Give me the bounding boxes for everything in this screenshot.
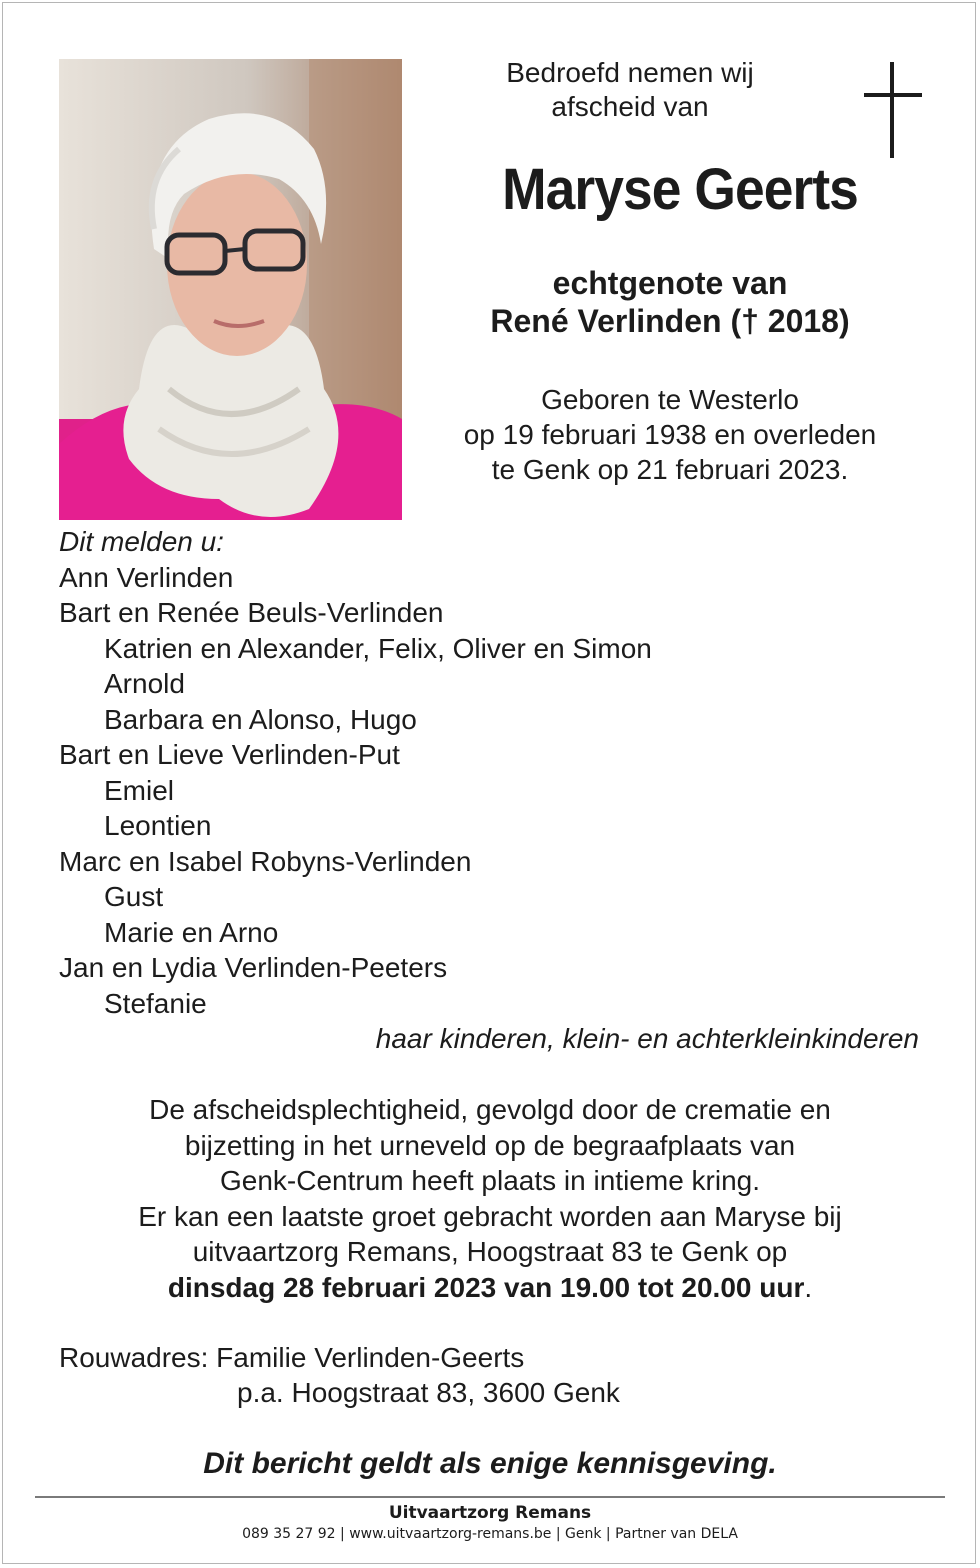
- ceremony-line: Genk-Centrum heeft plaats in intieme kring.: [219, 1165, 761, 1196]
- family-member: Ann Verlinden: [59, 561, 234, 593]
- address-line-2: p.a. Hoogstraat 83, 3600 Genk: [237, 1377, 620, 1408]
- ceremony-date-suffix: .: [804, 1271, 813, 1303]
- spouse-line: echtgenote van: [552, 265, 788, 301]
- ceremony-line: uitvaartzorg Remans, Hoogstraat 83 te Genk op: [192, 1236, 788, 1267]
- ceremony-line: bijzetting in het urneveld op de begraafplaats van: [184, 1129, 796, 1161]
- family-closing: haar kinderen, klein- en achterkleinkinderen: [375, 1023, 919, 1054]
- family-member: Emiel: [104, 774, 175, 806]
- cross-icon: [864, 62, 922, 158]
- family-member: Gust: [104, 881, 164, 912]
- footer-contact: 089 35 27 92 | www.uitvaartzorg-remans.be | Genk | Partner van DELA: [242, 1526, 738, 1542]
- spouse-line: René Verlinden († 2018): [490, 303, 850, 339]
- family-lead: Dit melden u:: [59, 526, 224, 557]
- mourning-address: [59, 1340, 939, 1410]
- birth-death-line: te Genk op 21 februari 2023.: [491, 454, 849, 485]
- family-list: [59, 524, 939, 1057]
- portrait-photo: [59, 59, 402, 520]
- intro-line: afscheid van: [551, 91, 709, 122]
- family-member: Jan en Lydia Verlinden-Peeters: [59, 952, 448, 983]
- birth-death-info: [420, 382, 920, 487]
- intro-text: [450, 56, 810, 124]
- ceremony-line: De afscheidsplechtigheid, gevolgd door de crematie en: [149, 1094, 831, 1125]
- family-member: Leontien: [104, 810, 212, 841]
- notice-text: Dit bericht geldt als enige kennisgeving.: [203, 1447, 777, 1480]
- spouse-info: [420, 264, 920, 340]
- family-member: Bart en Lieve Verlinden-Put: [59, 739, 400, 770]
- intro-line: Bedroefd nemen wij: [506, 57, 754, 88]
- ceremony-info: [40, 1092, 940, 1305]
- birth-death-line: Geboren te Westerlo: [541, 384, 799, 415]
- family-member: Bart en Renée Beuls-Verlinden: [59, 597, 444, 628]
- family-member: Katrien en Alexander, Felix, Oliver en Simon: [104, 632, 652, 664]
- address-line-1: Rouwadres: Familie Verlinden-Geerts: [59, 1342, 525, 1373]
- family-member: Barbara en Alonso, Hugo: [104, 703, 417, 735]
- footer-title: Uitvaartzorg Remans: [388, 1503, 592, 1523]
- family-member: Arnold: [104, 668, 185, 699]
- footer-divider: [35, 1496, 945, 1498]
- deceased-name: Maryse Geerts: [502, 157, 858, 222]
- family-member: Marie en Arno: [104, 916, 279, 948]
- birth-death-line: op 19 februari 1938 en overleden: [463, 419, 877, 450]
- ceremony-date-line: [40, 1270, 940, 1306]
- ceremony-date: dinsdag 28 februari 2023 van 19.00 tot 20.00 uur: [167, 1271, 805, 1303]
- family-member: Stefanie: [104, 987, 207, 1019]
- ceremony-line: Er kan een laatste groet gebracht worden aan Maryse bij: [138, 1200, 842, 1232]
- family-member: Marc en Isabel Robyns-Verlinden: [59, 845, 472, 877]
